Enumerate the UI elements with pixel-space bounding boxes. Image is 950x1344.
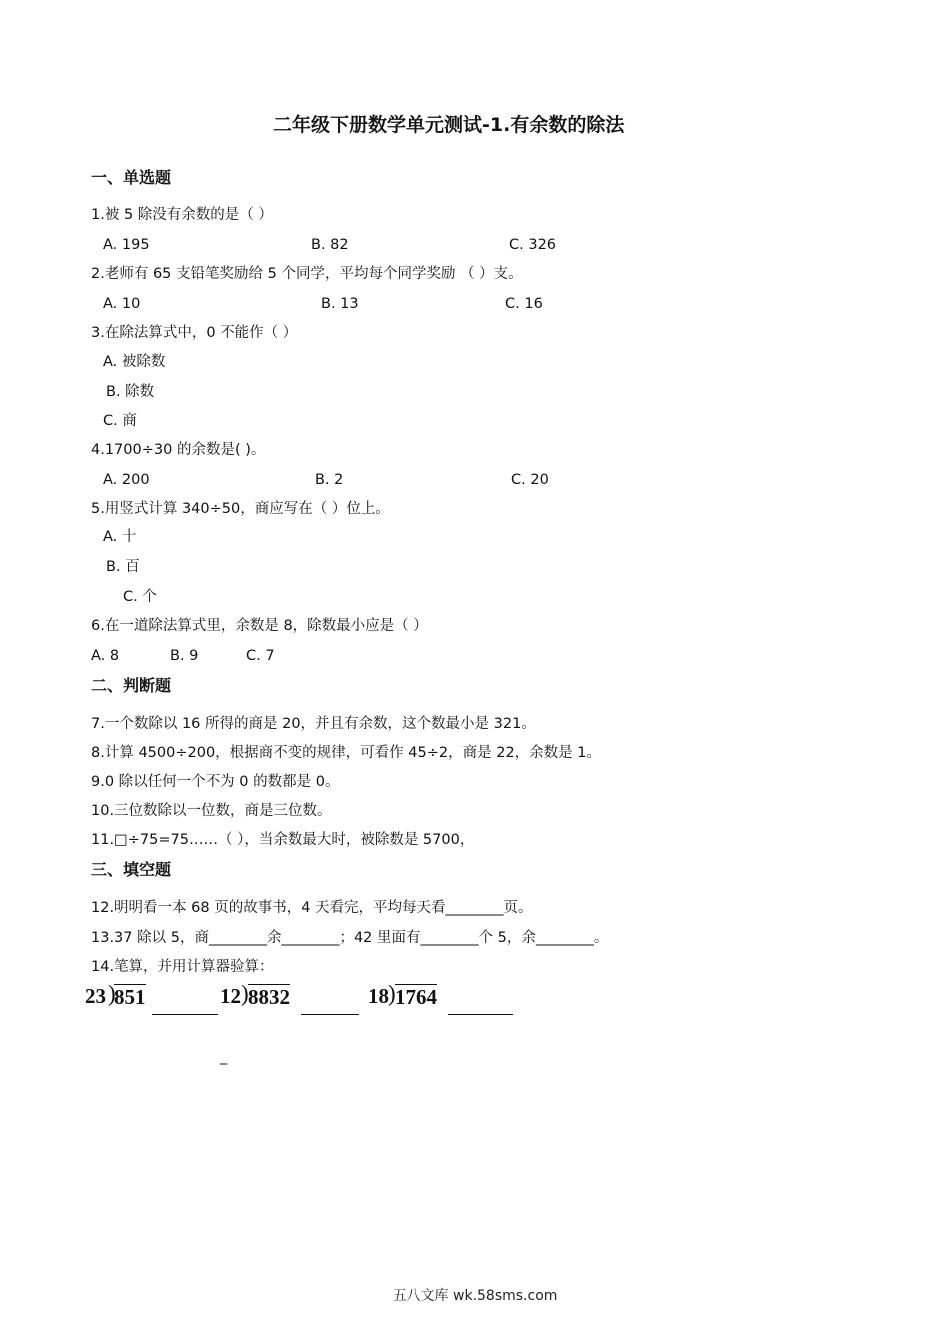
question-13: 13.37 除以 5，商________余________；42 里面有________个 5，余________。 bbox=[91, 930, 609, 946]
answer-blank-2[interactable] bbox=[301, 1013, 359, 1015]
question-11: 11.□÷75=75……（ ），当余数最大时，被除数是 5700， bbox=[91, 832, 475, 848]
answer-blank-1[interactable] bbox=[152, 1013, 218, 1015]
q4-option-a: A. 200 bbox=[103, 472, 150, 488]
q1-option-c: C. 326 bbox=[509, 237, 557, 253]
question-10: 10.三位数除以一位数，商是三位数。 bbox=[91, 803, 332, 819]
q4-option-b: B. 2 bbox=[315, 472, 344, 488]
question-2: 2.老师有 65 支铅笔奖励给 5 个同学，平均每个同学奖励 （ ）支。 bbox=[91, 266, 523, 282]
question-1: 1.被 5 除没有余数的是（ ） bbox=[91, 207, 273, 223]
division-bracket: ) bbox=[108, 981, 116, 1006]
section-heading-single-choice: 一、单选题 bbox=[91, 168, 172, 187]
page-title: 二年级下册数学单元测试-1.有余数的除法 bbox=[273, 114, 625, 136]
dividend: 851 bbox=[114, 985, 146, 1009]
q5-option-b: B. 百 bbox=[106, 559, 140, 575]
q6-option-a: A. 8 bbox=[91, 648, 120, 664]
division-bracket: ) bbox=[388, 981, 396, 1006]
question-5: 5.用竖式计算 340÷50，商应写在（ ）位上。 bbox=[91, 501, 390, 517]
q5-option-a: A. 十 bbox=[103, 529, 137, 545]
q3-option-b: B. 除数 bbox=[106, 384, 155, 400]
stray-underscore: _ bbox=[220, 1049, 228, 1065]
q2-option-c: C. 16 bbox=[505, 296, 543, 312]
divisor: 12 bbox=[220, 984, 241, 1008]
divisor: 18 bbox=[368, 984, 389, 1008]
question-8: 8.计算 4500÷200，根据商不变的规律，可看作 45÷2，商是 22，余数是 1。 bbox=[91, 745, 601, 761]
question-4: 4.1700÷30 的余数是( )。 bbox=[91, 442, 266, 458]
q2-option-a: A. 10 bbox=[103, 296, 141, 312]
q3-option-a: A. 被除数 bbox=[103, 354, 166, 370]
q1-option-a: A. 195 bbox=[103, 237, 150, 253]
question-7: 7.一个数除以 16 所得的商是 20，并且有余数，这个数最小是 321。 bbox=[91, 716, 536, 732]
question-3: 3.在除法算式中，0 不能作（ ） bbox=[91, 325, 298, 341]
footer-watermark: 五八文库 wk.58sms.com bbox=[392, 1288, 558, 1304]
section-heading-true-false: 二、判断题 bbox=[91, 676, 172, 695]
q3-option-c: C. 商 bbox=[103, 413, 137, 429]
question-14: 14.笔算，并用计算器验算： bbox=[91, 959, 274, 975]
dividend: 8832 bbox=[248, 985, 290, 1009]
question-6: 6.在一道除法算式里，余数是 8，除数最小应是（ ） bbox=[91, 618, 428, 634]
q6-option-b: B. 9 bbox=[170, 648, 199, 664]
q5-option-c: C. 个 bbox=[123, 589, 157, 605]
q1-option-b: B. 82 bbox=[311, 237, 349, 253]
divisor: 23 bbox=[85, 984, 106, 1008]
dividend: 1764 bbox=[395, 985, 437, 1009]
question-9: 9.0 除以任何一个不为 0 的数都是 0。 bbox=[91, 774, 340, 790]
answer-blank-3[interactable] bbox=[448, 1013, 513, 1015]
q2-option-b: B. 13 bbox=[321, 296, 359, 312]
section-heading-fill-blank: 三、填空题 bbox=[91, 860, 172, 879]
q4-option-c: C. 20 bbox=[511, 472, 549, 488]
q6-option-c: C. 7 bbox=[246, 648, 275, 664]
division-bracket: ) bbox=[241, 981, 249, 1006]
question-12: 12.明明看一本 68 页的故事书，4 天看完，平均每天看________页。 bbox=[91, 900, 533, 916]
